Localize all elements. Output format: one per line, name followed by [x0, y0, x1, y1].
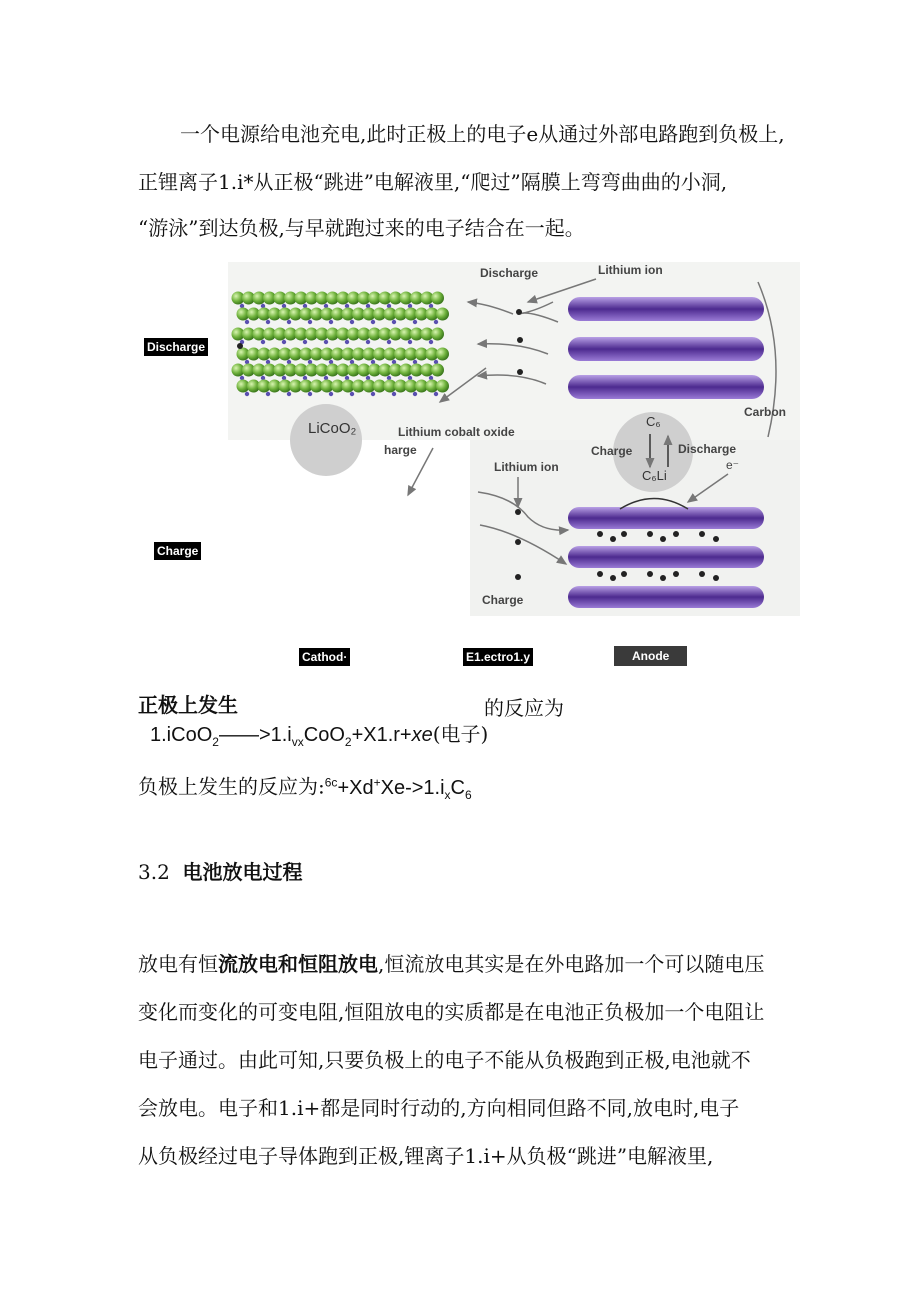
- label-carbon: Carbon: [744, 405, 786, 419]
- intro-line-1: 一个电源给电池充电,此时正极上的电子e从通过外部电路跑到负极上,: [180, 122, 785, 146]
- body-line-4: 会放电。电子和1.i+都是同时行动的,方向相同但路不同,放电时,电子: [138, 1096, 740, 1120]
- label-discharge-mid: Discharge: [678, 442, 737, 456]
- body-line-3: 电子通过。由此可知,只要负极上的电子不能从负极跑到正极,电池就不: [138, 1048, 751, 1072]
- label-electron: e⁻: [726, 458, 740, 472]
- label-c6li: C₆Li: [642, 468, 667, 483]
- battery-diagram: [228, 262, 800, 621]
- cobalt-atom: [392, 320, 396, 324]
- cobalt-atom: [308, 392, 312, 396]
- label-lithium-ion-bottom: Lithium ion: [494, 460, 559, 474]
- cobalt-atom: [429, 340, 433, 344]
- cobalt-atom: [324, 340, 328, 344]
- anode-layers-bottom: [568, 499, 764, 609]
- electrolyte-tag: E1.ectro1.y: [463, 648, 533, 666]
- cathode-atom: [431, 328, 444, 341]
- cobalt-atom: [303, 340, 307, 344]
- charge-tag: Charge: [154, 542, 201, 560]
- anode-tag: Anode: [614, 646, 687, 666]
- cobalt-atom: [287, 392, 291, 396]
- label-charge-mid: Charge: [591, 444, 633, 458]
- intro-line-3: “游泳”到达负极,与早就跑过来的电子结合在一起。: [138, 216, 585, 240]
- intro-line-2: 正锂离子1.i*从正极“跳进”电解液里,“爬过”隔膜上弯弯曲曲的小洞,: [138, 170, 728, 194]
- section-title: 电池放电过程: [182, 862, 303, 884]
- cathode-atom: [436, 380, 449, 393]
- cobalt-atom: [329, 320, 333, 324]
- label-licoo2: LiCoO₂: [308, 420, 357, 437]
- label-c6: C₆: [646, 414, 661, 429]
- cobalt-atom: [345, 340, 349, 344]
- cobalt-atom: [266, 392, 270, 396]
- cobalt-atom: [366, 340, 370, 344]
- label-lithium-cobalt-oxide: Lithium cobalt oxide: [398, 425, 515, 439]
- cathode-atom: [431, 292, 444, 305]
- body-line-5: 从负极经过电子导体跑到正极,锂离子1.i+从负极“跳进”电解液里,: [138, 1144, 714, 1168]
- label-lithium-ion-top: Lithium ion: [598, 263, 663, 277]
- discharge-tag: Discharge: [144, 338, 208, 356]
- body-line-1: 放电有恒流放电和恒阻放电,恒流放电其实是在外电路加一个可以随电压: [138, 952, 765, 976]
- cathode-atom: [431, 364, 444, 377]
- cobalt-atom: [387, 340, 391, 344]
- cobalt-atom: [308, 320, 312, 324]
- cathode-tag: Cathod·: [299, 648, 350, 666]
- anode-layers-top: [568, 297, 764, 399]
- cobalt-atom: [350, 320, 354, 324]
- cobalt-atom: [287, 320, 291, 324]
- cobalt-atom: [261, 340, 265, 344]
- cobalt-atom: [329, 392, 333, 396]
- cobalt-atom: [282, 340, 286, 344]
- cobalt-atom: [350, 392, 354, 396]
- positive-reaction-head: 正极上发生: [138, 695, 238, 717]
- cathode-atom: [436, 308, 449, 321]
- cobalt-atom: [434, 392, 438, 396]
- cobalt-atom: [245, 320, 249, 324]
- label-discharge-top: Discharge: [480, 266, 539, 280]
- cobalt-atom: [413, 320, 417, 324]
- positive-equation: $1.iCoO_2——>1.i_{vx}CoO_2+X1.r+xe$(电子): [150, 722, 489, 749]
- label-charge-bottom: Charge: [482, 593, 524, 607]
- cobalt-atom: [392, 392, 396, 396]
- cobalt-atom: [408, 340, 412, 344]
- section-heading: [138, 858, 303, 887]
- cobalt-atom: [413, 392, 417, 396]
- cathode-atom: [436, 348, 449, 361]
- cobalt-atom: [434, 320, 438, 324]
- cobalt-atom: [371, 392, 375, 396]
- cobalt-atom: [266, 320, 270, 324]
- section-number: 3.2: [138, 860, 170, 884]
- label-harge: harge: [384, 443, 417, 457]
- cobalt-atom: [245, 392, 249, 396]
- body-line-2: 变化而变化的可变电阻,恒阻放电的实质都是在电池正负极加一个电阻让: [138, 1000, 765, 1024]
- cobalt-atom: [371, 320, 375, 324]
- positive-reaction-tail: 的反应为: [484, 696, 564, 720]
- negative-equation: 负极上发生的反应为$:^{6c}+Xd^+Xe->1.i_xC_6$: [138, 774, 472, 802]
